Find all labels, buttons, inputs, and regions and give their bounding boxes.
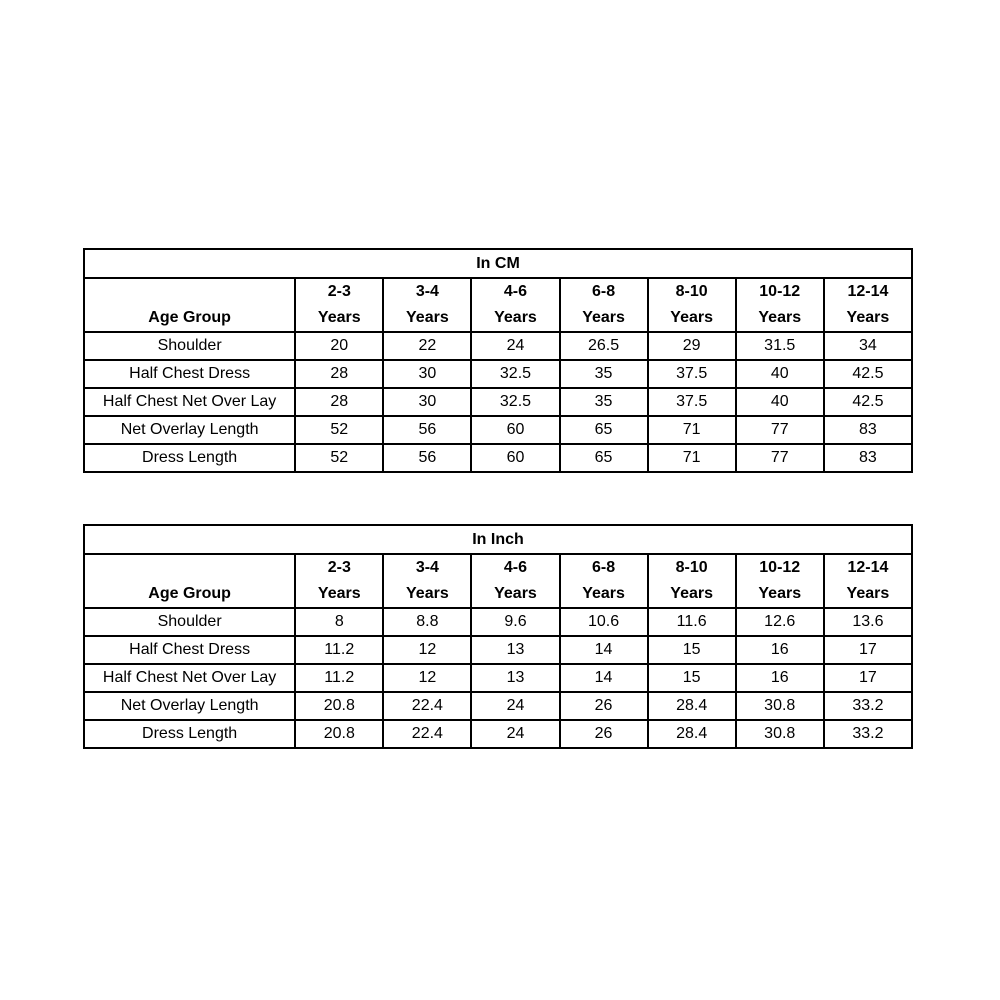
value-cell: 13.6 xyxy=(824,608,912,636)
age-range-header xyxy=(736,278,824,332)
age-range-header xyxy=(648,278,736,332)
age-range-header xyxy=(648,554,736,608)
age-range-header xyxy=(383,554,471,608)
age-range-header xyxy=(471,278,559,332)
age-range: 3-4 xyxy=(415,559,439,576)
value-cell: 30 xyxy=(383,388,471,416)
years-label: Years xyxy=(317,309,361,326)
value-cell: 20.8 xyxy=(295,692,383,720)
age-range: 2-3 xyxy=(327,559,351,576)
value-cell: 35 xyxy=(560,360,648,388)
value-cell: 17 xyxy=(824,636,912,664)
header-row xyxy=(84,278,912,332)
value-cell: 60 xyxy=(471,416,559,444)
age-range: 12-14 xyxy=(847,283,889,300)
value-cell: 77 xyxy=(736,444,824,472)
value-cell: 16 xyxy=(736,664,824,692)
years-label: Years xyxy=(670,585,714,602)
value-cell: 37.5 xyxy=(648,360,736,388)
value-cell: 10.6 xyxy=(560,608,648,636)
row-label: Net Overlay Length xyxy=(84,692,295,720)
table-row xyxy=(84,444,912,472)
value-cell: 24 xyxy=(471,332,559,360)
value-cell: 26 xyxy=(560,720,648,748)
years-label: Years xyxy=(406,585,449,602)
value-cell: 71 xyxy=(648,416,736,444)
age-range-header xyxy=(824,278,912,332)
value-cell: 20 xyxy=(295,332,383,360)
value-cell: 40 xyxy=(736,360,824,388)
value-cell: 20.8 xyxy=(295,720,383,748)
value-cell: 56 xyxy=(383,444,471,472)
age-range-header xyxy=(736,554,824,608)
value-cell: 15 xyxy=(648,636,736,664)
value-cell: 83 xyxy=(824,444,912,472)
age-range-header xyxy=(295,278,383,332)
years-label: Years xyxy=(582,309,625,326)
value-cell: 11.2 xyxy=(295,636,383,664)
value-cell: 32.5 xyxy=(471,360,559,388)
value-cell: 42.5 xyxy=(824,388,912,416)
value-cell: 37.5 xyxy=(648,388,736,416)
value-cell: 8 xyxy=(295,608,383,636)
value-cell: 29 xyxy=(648,332,736,360)
value-cell: 40 xyxy=(736,388,824,416)
years-label: Years xyxy=(846,309,890,326)
value-cell: 77 xyxy=(736,416,824,444)
value-cell: 22.4 xyxy=(383,692,471,720)
age-range: 4-6 xyxy=(503,283,528,300)
table-row xyxy=(84,664,912,692)
age-range-header xyxy=(560,278,648,332)
value-cell: 8.8 xyxy=(383,608,471,636)
value-cell: 34 xyxy=(824,332,912,360)
row-label: Dress Length xyxy=(84,444,295,472)
table-row xyxy=(84,388,912,416)
table-title-row xyxy=(84,249,912,278)
size-chart-cm-table xyxy=(83,248,913,473)
years-label: Years xyxy=(494,309,537,326)
age-range-header xyxy=(383,278,471,332)
value-cell: 31.5 xyxy=(736,332,824,360)
value-cell: 28 xyxy=(295,388,383,416)
value-cell: 12 xyxy=(383,636,471,664)
row-label: Net Overlay Length xyxy=(84,416,295,444)
value-cell: 56 xyxy=(383,416,471,444)
age-group-header: Age Group xyxy=(84,554,295,608)
value-cell: 11.6 xyxy=(648,608,736,636)
age-range-header xyxy=(471,554,559,608)
age-range: 10-12 xyxy=(759,283,801,300)
years-label: Years xyxy=(670,309,714,326)
value-cell: 30.8 xyxy=(736,692,824,720)
row-label: Shoulder xyxy=(84,332,295,360)
row-label: Half Chest Net Over Lay xyxy=(84,664,295,692)
row-label: Dress Length xyxy=(84,720,295,748)
value-cell: 32.5 xyxy=(471,388,559,416)
age-range: 6-8 xyxy=(592,283,616,300)
value-cell: 24 xyxy=(471,720,559,748)
value-cell: 28.4 xyxy=(648,692,736,720)
value-cell: 26.5 xyxy=(560,332,648,360)
years-label: Years xyxy=(317,585,361,602)
years-label: Years xyxy=(846,585,890,602)
value-cell: 33.2 xyxy=(824,720,912,748)
value-cell: 52 xyxy=(295,416,383,444)
age-range: 12-14 xyxy=(847,559,889,576)
age-range: 8-10 xyxy=(675,283,708,300)
age-range-header xyxy=(824,554,912,608)
value-cell: 33.2 xyxy=(824,692,912,720)
table-row xyxy=(84,608,912,636)
age-range-header xyxy=(295,554,383,608)
value-cell: 28.4 xyxy=(648,720,736,748)
value-cell: 24 xyxy=(471,692,559,720)
value-cell: 60 xyxy=(471,444,559,472)
value-cell: 42.5 xyxy=(824,360,912,388)
years-label: Years xyxy=(758,585,802,602)
value-cell: 30 xyxy=(383,360,471,388)
value-cell: 14 xyxy=(560,636,648,664)
value-cell: 12 xyxy=(383,664,471,692)
value-cell: 52 xyxy=(295,444,383,472)
age-range: 8-10 xyxy=(675,559,708,576)
table-title: In Inch xyxy=(84,525,912,554)
value-cell: 17 xyxy=(824,664,912,692)
row-label: Half Chest Dress xyxy=(84,360,295,388)
table-row xyxy=(84,332,912,360)
value-cell: 9.6 xyxy=(471,608,559,636)
table-row xyxy=(84,720,912,748)
years-label: Years xyxy=(494,585,537,602)
value-cell: 14 xyxy=(560,664,648,692)
years-label: Years xyxy=(582,585,625,602)
age-range: 3-4 xyxy=(415,283,439,300)
value-cell: 30.8 xyxy=(736,720,824,748)
row-label: Half Chest Dress xyxy=(84,636,295,664)
value-cell: 15 xyxy=(648,664,736,692)
age-range-header xyxy=(560,554,648,608)
table-title: In CM xyxy=(84,249,912,278)
row-label: Shoulder xyxy=(84,608,295,636)
value-cell: 83 xyxy=(824,416,912,444)
size-chart-inch-table xyxy=(83,524,913,749)
value-cell: 71 xyxy=(648,444,736,472)
table-row xyxy=(84,692,912,720)
table-row xyxy=(84,636,912,664)
table-row xyxy=(84,360,912,388)
age-range: 4-6 xyxy=(503,559,528,576)
value-cell: 13 xyxy=(471,664,559,692)
value-cell: 16 xyxy=(736,636,824,664)
header-row xyxy=(84,554,912,608)
value-cell: 35 xyxy=(560,388,648,416)
age-group-header: Age Group xyxy=(84,278,295,332)
years-label: Years xyxy=(758,309,802,326)
table-row xyxy=(84,416,912,444)
value-cell: 22 xyxy=(383,332,471,360)
value-cell: 12.6 xyxy=(736,608,824,636)
value-cell: 65 xyxy=(560,416,648,444)
value-cell: 13 xyxy=(471,636,559,664)
age-range: 10-12 xyxy=(759,559,801,576)
age-range: 6-8 xyxy=(592,559,616,576)
value-cell: 65 xyxy=(560,444,648,472)
row-label: Half Chest Net Over Lay xyxy=(84,388,295,416)
value-cell: 26 xyxy=(560,692,648,720)
value-cell: 22.4 xyxy=(383,720,471,748)
table-title-row xyxy=(84,525,912,554)
value-cell: 28 xyxy=(295,360,383,388)
years-label: Years xyxy=(406,309,449,326)
age-range: 2-3 xyxy=(327,283,351,300)
value-cell: 11.2 xyxy=(295,664,383,692)
